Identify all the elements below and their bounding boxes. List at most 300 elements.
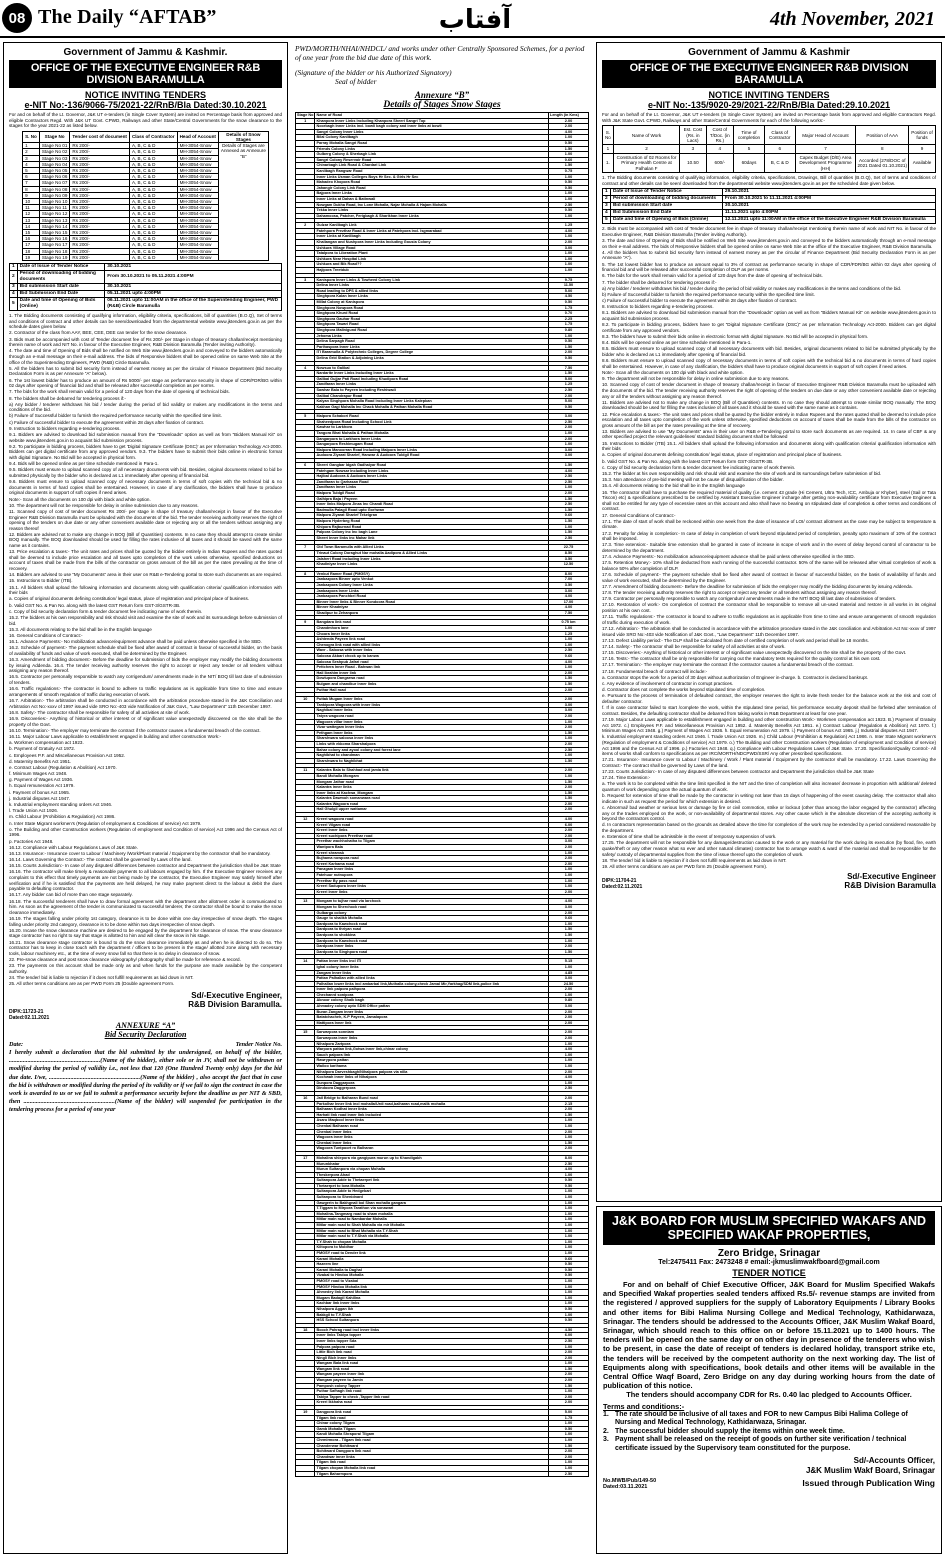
tender-notice-heading: TENDER NOTICE [732, 1268, 806, 1278]
clauses [602, 226, 936, 869]
road-name: Mugam Badagil Kahilina [315, 1295, 549, 1301]
signature-line: Sd/-Executive Engineer [847, 871, 936, 881]
table-cell: MH-3054-Snow [177, 242, 218, 248]
road-length: 1.00 [549, 1432, 589, 1438]
road-name: Zandfaran Inner Links [315, 485, 549, 491]
road-length: 2.15 [549, 1101, 589, 1107]
table-cell: MH-3054-Snow [177, 149, 218, 155]
clause: j. Industrial disputes Act 1947. [9, 795, 71, 801]
clause: 16.15. Courts Jurisdiction:- In case of any disputes/ differences between contractor and Department the jurisdiction shall be J&K State [9, 863, 281, 869]
road-length: 24.50 [549, 981, 589, 987]
road-name: Pettchera Inner Road - Bahwan link [315, 665, 549, 671]
road-name: Vizabal to Hindoo Mohalla [315, 1273, 549, 1279]
road-length: 7.50 [549, 365, 589, 371]
road-length: 0.50 [549, 1318, 589, 1324]
clause: 15. Instructions to Bidder (ITB) 15.1. All bidders shall upload the following information and documents along with qualification criteria/ qualification information with their bids [602, 440, 936, 452]
clause: 16.17. Any bidder can bid of more than one stage separately. [9, 892, 133, 898]
government-heading: Government of Jammu & Kashmir. [63, 47, 228, 58]
road-name: Ushkura Village Road [315, 245, 549, 251]
clause: p. Factories Act 1948. [9, 838, 54, 844]
road-length: 4.00 [549, 129, 589, 135]
road-length: 2.50 [549, 1086, 589, 1092]
road-name: Khanpora Inner Links Including Khanpora Sheeri Sangri Top [315, 118, 549, 124]
road-name: Little Bich link road [315, 1350, 549, 1356]
clause: 16.19. The stages falling under priority 1st category, clearance is to be done within one day irrespective of snow depth. The stages falling under priority 2nd category, clearance is to be done within two days irrespective of snow depth. [9, 916, 282, 927]
road-length: 2.00 [549, 861, 589, 867]
road-name: Delina Sarpagh Road [315, 339, 549, 345]
clause: 16.21. Snow clearance stage contractor is bound to do the snow clearance immediately as and when he is directed to do so. The contractor has to keep in close touch with the department / officers to be present in the stage/ allotted zone along with necessary tools, labour machinery etc., at the time of every snow fall so that there is no delay in clearance of snow. [9, 939, 282, 956]
table-cell: 600/- [706, 153, 734, 172]
road-length: 2.00 [549, 697, 589, 703]
table-cell: A, B, C & D [129, 149, 177, 155]
road-length: 1.50 [549, 949, 589, 955]
road-name: Naghibai inner links [315, 708, 549, 714]
road-length: 1.50 [549, 790, 589, 796]
road-name: Kalyan Singhpora Mohalla Road Including Inner Links Kalepkan [315, 399, 549, 405]
table-cell: Rs 200/- [70, 217, 130, 223]
road-name: Mahadeo Khopora Road [315, 180, 549, 186]
table-cell: Stage No 06 [39, 174, 70, 180]
road-name: Janbazpora Binner upto Venkut [315, 577, 549, 583]
clause: 15. Instructions to Bidder (ITB). [9, 578, 73, 584]
table-cell: Rs 200/- [70, 168, 130, 174]
road-length: 12.50 [549, 562, 589, 568]
road-name: Chinarbagh Link Road & Chardari Link [315, 163, 549, 169]
road-name: Sharshwara saloosa inner links [315, 736, 549, 742]
road-name: Panzgam Inner links [315, 867, 549, 873]
road-length: 1.50 [549, 371, 589, 377]
road-length: 2.00 [549, 1372, 589, 1378]
road-name: Dardpora to Kawchock road [315, 938, 549, 944]
table-cell: MH-3054-Snow [177, 223, 218, 229]
road-name: Inner Links at Dahan & Batinwali [315, 196, 549, 202]
road-name: Malpora Hyderbeg Road [315, 518, 549, 524]
road-name: Ushkura Near Hospital Link [315, 256, 549, 262]
road-name: Fatehpora Prezthar Road & Inner Links at Fatehpora incl. Isgmarabad [315, 228, 549, 234]
clause: 15.2. The bidders at his own responsibility and risk should visit and examine the site of work and its surroundings before submission of bid. [9, 614, 282, 626]
road-name: Zangam Inner links [315, 970, 549, 976]
road-length: 2.00 [549, 1015, 589, 1021]
road-length: 1.00 [549, 1058, 589, 1064]
road-name: Inner Links Usman Colleges Boys Hr Sec. & Girls Hr Sec [315, 174, 549, 180]
road-length: 6.00 [549, 822, 589, 828]
road-name: Kreeri Inner links [315, 828, 549, 834]
declaration-tender-label: Tender Notice No. [235, 1040, 282, 1048]
road-length: 1.00 [549, 1206, 589, 1212]
road-name: Sauch palpora link [315, 1052, 549, 1058]
road-length: 1.50 [549, 463, 589, 469]
column-header: Est. Cost (Rs. in Lacs) [680, 126, 706, 145]
annexure-b-title: Annexure “B” [414, 90, 470, 100]
wakf-board-title: J&K BOARD FOR MUSLIM SPECIFIED WAKAFS AND SPECIFIED WAKAF PROPERTIES, [603, 1211, 935, 1245]
clause: 8. The bidders shall be debarred for tendering process if:- [9, 395, 126, 401]
road-name: Kawhar to Larkhora [315, 425, 549, 431]
road-name: Bilal Colony Kanlibagh [315, 135, 549, 141]
table-cell: 9 [23, 192, 40, 198]
signature-line: J&K Muslim Wakf Board, Srinagar [805, 1465, 935, 1475]
road-name: Kakhan Gagi Mohalla Inc Chack Mohalla & Pathan Mohalla Road [315, 404, 549, 410]
clause: 13. Price escalation & taxes:- The unit rates and prices shall be quoted by the bidder entirely in Indian Rupees and the rates quoted shall be deemed to include price escalation and all taxes upto completion of the work unless otherwise, specified deductions on account of taxes shall be made from the bills of the contractor on gross amount of the bill as per the rates prevailing at the time of recovery. [9, 549, 282, 572]
table-cell: 17 [23, 242, 40, 248]
road-name: Chinar colony Tilgam [315, 1421, 549, 1427]
schedule-cell: 2 [603, 196, 611, 203]
table-cell: A, B, C & D [129, 143, 177, 149]
road-length: 1.00 [549, 867, 589, 873]
road-length: 1.50 [549, 518, 589, 524]
clause: 17.19. Major Labour Laws applicable to establishment engaged in building and other construction Work:- Workmen compensation act 1923. B.) Payment of Gratuity Act 1972. c.) Employees P.F. and Miscellaneous Provision Act 1952. d. Maternity Benefits Act 1951. e.) Contract Labour (Regulation & Abolition) Act 1970. f.) Minimum Wages Act 1948. g.) Payment of Wages Act 1936. h. Equal remuneration Act 1979. i.) Payment of bonus Act 1965. j.) Industrial disputes Act 1947. [602, 716, 936, 734]
road-length: 1.00 [549, 1052, 589, 1058]
schedule-row [603, 196, 936, 203]
table-cell: Rs 200/- [70, 149, 130, 155]
signature-line: Sd/-Accounts Officer, [853, 1455, 935, 1465]
table-cell: 8 [23, 186, 40, 192]
clause: 17.13. Defect Liability period:- The DLP shall be Calculated from date of certified completion of work and period shall be 18 months. [602, 637, 869, 643]
road-length: 1.00 [549, 1278, 589, 1284]
road-name: Malpora Tuldgil Road [315, 491, 549, 497]
road-name: Vizar wattegam inner links [315, 725, 549, 731]
schedule-table [602, 188, 936, 224]
road-name: Dangpora link road [315, 1410, 549, 1416]
road-name: Gulberg Colony & Sherbagh Link [315, 152, 549, 158]
road-length: 0.60 [549, 513, 589, 519]
road-name: Ningli Bich Inner links [315, 1355, 549, 1361]
road-name: Dunpora Daggarpora [315, 1080, 549, 1086]
road-name: Sheeri Inner links inc Mahar link [315, 535, 549, 541]
road-name: Galibal Chandrapur Road [315, 393, 549, 399]
road-name: Kalantra Bala to Shahhad and jamia link [315, 768, 549, 774]
table-cell: Rs 200/- [70, 205, 130, 211]
table-cell: B, C & D [764, 153, 795, 172]
table-cell: 2 [23, 149, 40, 155]
road-length: 0.60 [549, 916, 589, 922]
road-name: Wagoora inner links [315, 1135, 549, 1141]
annexure-a-title: ANNEXURE “A” [115, 1020, 176, 1030]
schedule-cell: Period of downloading of bidding documents [610, 196, 722, 203]
road-length: 2.00 [549, 856, 589, 862]
signature-line: R&B Division Baramulla. [188, 999, 282, 1009]
clause: c) Failure of successful bidder to execute the agreement within 28 days after fixation of contract. [9, 419, 205, 425]
road-name: Dahamoosa, Patcher, Ferigbagh & Sharikhan Inner Links [315, 213, 549, 219]
road-length: 1.00 [549, 1301, 589, 1307]
road-name: Tabiya Tapper to check ,Tapper link road [315, 1394, 549, 1400]
column-index: 2 [613, 145, 679, 153]
road-name: Chenbal inner links [315, 1129, 549, 1135]
road-name: Kreeri suchipora Preethar road [315, 833, 549, 839]
annexure-b-column [291, 42, 593, 1554]
road-name: Jahangir Colony Link Road [315, 185, 549, 191]
road-length: 2.00 [549, 1146, 589, 1152]
road-name: Asaru Maqbool inner links [315, 1118, 549, 1124]
table-cell: Stage No 04 [39, 161, 70, 167]
road-name: Jalsheri Road including Inner Links [315, 556, 549, 562]
road-name: Kalantra Wagoora road [315, 801, 549, 807]
road-length: 0.75 [549, 168, 589, 174]
road-name: Chrmirmora - Tilgam link road [315, 1438, 549, 1444]
clause: c. Employees P.F. and Miscellaneous Provision Act 1952. [9, 752, 126, 758]
road-length: 1.00 [549, 736, 589, 742]
clause: 8.2. To participate in bidding process, bidders have to get “Digital Signature Certificate (DSC)” as per Information Technology Act-2000. Bidders can get digital certificate from any approved vendors. [602, 322, 936, 333]
road-length: 2.00 [549, 1107, 589, 1113]
road-name: Wangam link road [315, 1366, 549, 1372]
clause: 9. The department will not be responsible for delay in online submission due to any reasons. [602, 376, 790, 382]
road-name: Dardpora to shokkina [315, 932, 549, 938]
table-cell: Rs 200/- [70, 180, 130, 186]
signature-block [844, 872, 936, 890]
masthead [0, 0, 945, 38]
table-cell: A, B, C & D [129, 205, 177, 211]
schedule-cell: 06.11.2021 upto 11:00AM in the office of the Superintending Engineer, PWD (R&B) Circle Baramulla [105, 298, 282, 311]
road-length: 4.50 [549, 294, 589, 300]
road-name: Preethar wachhohatha to Tilgam [315, 839, 549, 845]
road-length: 0.50 [549, 300, 589, 306]
table-cell: A, B, C & D [129, 186, 177, 192]
clause: 17.6. Schedule of payment:- The payment schedule shall be fixed after award of contract in favour of successful bidder, on the basis of availability of funds and value of work executed, shall be determined by the Engineer. [602, 572, 936, 583]
road-length: 5.00 [549, 1410, 589, 1416]
road-length: 0.50 [549, 140, 589, 146]
clause: k. Industrial employment standing orders Act 1946. [9, 802, 113, 808]
road-length: 1.00 [549, 921, 589, 927]
clause: e. Extension of time shall be admissible in the event of temporary suspension of work. [602, 834, 777, 840]
road-length: 2.00 [549, 1350, 589, 1356]
clause: 17.15. Discoveries:- Anything of historical or other interest or of significant value unexpectedly discovered on the site shall be the property of the Govt. [602, 650, 907, 656]
table-cell: 15 [23, 230, 40, 236]
column-header: Major Head of Account [795, 126, 856, 145]
road-length: 1.00 [549, 213, 589, 219]
table-cell: 5 [23, 168, 40, 174]
road-length: 4.00 [549, 817, 589, 823]
stage-number: 4 [296, 365, 315, 371]
table-cell: Rs 200/- [70, 230, 130, 236]
road-name: Naghibhat to chandman [315, 753, 549, 759]
road-length: 0.50 [549, 1267, 589, 1273]
schedule-cell: Bid Submission End Date [17, 291, 105, 298]
table-cell: MH-3054-Snow [177, 168, 218, 174]
road-length: 2.50 [549, 535, 589, 541]
road-length: 1.50 [549, 779, 589, 785]
stage-number: 5 [296, 414, 315, 420]
table-cell: Accorded (278/DOC of 2021 Dated 01.10.2021) [856, 153, 909, 172]
stage-number: 8 [296, 571, 315, 577]
road-name: Dardpora Inner links [315, 944, 549, 950]
road-length: 0.50 [549, 1178, 589, 1184]
terms-list [603, 1411, 935, 1454]
terms-heading: Terms and conditions:- [603, 1401, 685, 1411]
road-length: 2.00 [549, 807, 589, 813]
clause: h. Equal remuneration Act 1979. [9, 783, 75, 789]
road-length: 1.50 [549, 1140, 589, 1146]
road-length: 2.50 [549, 479, 589, 485]
road-name: T.Tiggam to Mirpora Tarathon via sonawari [315, 1206, 549, 1212]
road-length: 1.00 [549, 431, 589, 437]
road-length: 4.85 [549, 970, 589, 976]
clause: 9. Instruction to bidders regarding e-tendering process. [9, 425, 121, 431]
schedule-row [10, 271, 282, 284]
schedule-row [603, 189, 936, 196]
schedule-cell: 1 [603, 189, 611, 196]
road-name: Binner Inner links & Binner Kondoora Road [315, 599, 549, 605]
road-name: Nihalpora Zartpora [315, 1041, 549, 1047]
clause: 16.20. Incase the snow clearance machine are desired to be engaged by the department for clearance of snow. The snow clearance stage contractor has no right to say that stage is allotted to him and will clear the snow in his stage. [9, 927, 282, 939]
column-header: Stage No [297, 113, 314, 117]
road-length: 2.00 [549, 910, 589, 916]
schedule-cell: 11.11.2021 upto 4:00PM [722, 210, 935, 217]
road-length: 1.00 [549, 485, 589, 491]
road-length: 1.00 [549, 873, 589, 879]
table-cell: MH-3054-Snow [177, 254, 218, 260]
road-name: Janbazpora Inner Links [315, 588, 549, 594]
road-name: Kreeri Karhama road [315, 861, 549, 867]
road-length: 1.00 [549, 524, 589, 530]
clause: 10. Scanned copy of cost of tender document in shape of treasury challan/receipt in favour of Executive Engineer R&B Division Baramulla must be uploaded with the documents of the bid. The tender receiving authority reserves the right of opening of the tenders on due date or any other convenient available date or rejecting any or all the tenders without assigning any reason thereof. [602, 382, 936, 399]
stage-number: 15 [296, 1030, 315, 1036]
road-length: 2.00 [549, 713, 589, 719]
road-name: Ahmedey link Karani Mohalla [315, 1290, 549, 1296]
clause: 17.25. The department will not be responsible for any damage/destruction caused to the work or any material for the work during its execution (by flood, fire, earth quake/theft or any other reason what so ever and other natural climates) contractor has to arrange watch & ward of the material and shall be responsible for the safety/ custody of departmental supplies from the time of issue thereof upto the completion of work. [602, 840, 936, 857]
clause: 17.4. Advance Payments:- No mobilization advance/equipment advance shall be paid unless otherwise specified in the SBD. [602, 554, 855, 560]
table-cell: 60days [734, 153, 765, 172]
stage-number: 9 [296, 620, 315, 626]
clause: 8.6. Bidders must ensure to upload scanned copy of necessary documents in terms of soft copies with the technical bid & no documents in terms of hard copies shall be entertained. However, in case of any clarification, the bidders shall have to produce original documents in support of soft copies if need arises. [602, 358, 936, 369]
road-length: 2.50 [549, 1338, 589, 1344]
clause: m. Child Labour (Prohibition & Regulation) Act 1986. [9, 814, 116, 820]
road-length: 4.00 [549, 605, 589, 611]
clause: 17. General Conditions of Contract:- [602, 512, 676, 518]
road-name: Mongam to Sherchock road [315, 904, 549, 910]
road-name: Zandfaran Inner Links [315, 382, 549, 388]
clause: 16.13. Insurance:- Insurance cover to Labour / Machinery /Work/Plant material / Equipment by the contractor shall be mandatory. [9, 850, 271, 856]
road-length: 2.00 [549, 1394, 589, 1400]
table-cell: 12 [23, 211, 40, 217]
road-length: 2.50 [549, 747, 589, 753]
road-name: Khaliangan and Nushpora Inner Links Including Gousia Colony [315, 240, 549, 246]
clause: 17.10. Restoration of work:- On completion of contract the contractor shall be responsible to remove all un-used material and restore in all works in its original position at his own cost. [602, 602, 936, 613]
clause: 16.6. Traffic regulations:- The contractor is bound to adhere to traffic regulations as is applicable from time to time and ensure arrangements of smooth regulation of traffic during execution of work. [9, 686, 282, 697]
table-cell: Stage No 05 [39, 168, 70, 174]
road-name: Kreeri Ikkhaha road [315, 1400, 549, 1406]
road-length: 2.50 [549, 419, 589, 425]
right-tender-notice [596, 42, 942, 1202]
table-cell: Stage No 17 [39, 242, 70, 248]
clause: 17.17. Termination:- The employer may terminate the contract if the contractor causes a fundamental breach of the contract. [602, 662, 854, 668]
road-length: 2.50 [549, 474, 589, 480]
clause: 1. The Bidding documents consisting of qualifying information, eligibility criteria, specifications, bill of quantities (B.O.Q), Set of terms and conditions of contract and other details can be seen/downloaded from the departmental website www.jktenders.gov.in as per the schedule dates given below. [9, 313, 282, 330]
road-length: 2.50 [549, 202, 589, 208]
government-heading: Government of Jammu & Kashmir [688, 47, 850, 58]
road-name: Inner links at Kachwa_Mongam [315, 790, 549, 796]
clause: b. Payment of Gratuity Act 1972. [9, 746, 76, 752]
newspaper-logo [430, 2, 520, 34]
road-length: 2.00 [549, 1036, 589, 1042]
signature-line: R&B Division Baramulla [844, 880, 936, 890]
road-name: Inner links Tabiya topper [315, 1333, 549, 1339]
road-length: 1.00 [549, 135, 589, 141]
schedule-cell: Period of downloading of bidding documents [17, 271, 105, 284]
schedule-cell: Date and time of Opening of Bids (Online) [610, 217, 722, 224]
road-length: 0.70 [549, 311, 589, 317]
road-length: 3.00 [549, 453, 589, 459]
clause: d. Maternity Benefits Act 1951. [9, 758, 72, 764]
clause: 17.12. Arbitration:- The arbitration shall be conducted in accordance with the arbitration procedure stated in the J&K conciliation and Arbitration Act No:-xxxv of 1997 issued vide SRO No:-403 vide Notification of J&K Govt., “Law Department” 11th December 1997. [602, 625, 936, 637]
schedule-cell: 3 [10, 284, 18, 291]
schedule-cell: Bid Submission End Date [610, 210, 722, 217]
road-length: 1.50 [549, 1112, 589, 1118]
stage-table [22, 131, 269, 261]
road-name: Pamposh colony Tapper [315, 1383, 549, 1389]
clause: c. Any evidence of involvement of contractor in corrupt practices. [602, 681, 734, 687]
dated: Dated:02.11.2021 [602, 883, 643, 890]
road-name: Rawrypora pattan [315, 1058, 549, 1064]
column-header: Name of Road [315, 113, 549, 119]
table-cell: Rs 200/- [70, 155, 130, 161]
clause: 4. The date and time of Opening of Bids shall be notified on Web Site www.jktenders.gov.in and conveyed to the bidders automatically through an e-mail message on their e-mail address. The bids of Responsive bidders shall be opened online on same Web Site at the office of the Superintending Engineers, PWD (R&B) Circle Baramulla. [9, 348, 282, 365]
road-length: 1.00 [549, 1217, 589, 1223]
road-length: 7.50 [549, 610, 589, 616]
dipk-number: DIPK:11704-21 [602, 877, 637, 884]
road-length: 2.00 [549, 801, 589, 807]
clause: 9.6. Bidders must ensure to upload scanned copy of necessary documents in terms of soft copies with the technical bid & no documents in terms of hard copies shall be entertained. However, in case of any clarification, the bidders shall have to produce original documents in support of soft copies if need arises. [9, 479, 282, 496]
schedule-cell: From 30.10.2021 to 11.11.2021 4:00PM [722, 196, 935, 203]
clause: 17.1. The date of start of work shall be reckoned within one week from the date of issuance of LOI/ contract allotment as the case may be subject to temperature & climate. [602, 518, 936, 530]
road-length: 1.00 [549, 1064, 589, 1070]
road-length: 1.00 [549, 268, 589, 274]
road-length: 5.00 [549, 288, 589, 294]
table-cell: A, B, C & D [129, 254, 177, 260]
road-length: 0.50 [549, 1273, 589, 1279]
road-length: 1.00 [549, 1123, 589, 1129]
declaration-date-label: Date: [9, 1040, 24, 1048]
table-cell: Rs 200/- [70, 254, 130, 260]
column-header: Cost of T/Doc. (in Rs.) [706, 126, 734, 145]
road-length: 1.00 [549, 637, 589, 643]
table-cell: MH-3054-Snow [177, 199, 218, 205]
table-cell: MH-3054-Snow [177, 211, 218, 217]
road-length: 1.00 [549, 753, 589, 759]
road-name: Mongam Jathar road [315, 779, 549, 785]
schedule-cell: 4 [603, 210, 611, 217]
road-length: 2.00 [549, 436, 589, 442]
road-name: Nowsuo to Galibal [315, 365, 549, 371]
road-name: Saloosa Akbari chock up to kanwa [315, 654, 549, 660]
road-length: 1.50 [549, 530, 589, 536]
clause: 16.16. The contractor will make timely & reasonable payments to all labours engaged by him. If the Executive Engineer receives any complaint to this effect that timely payments are not being made by the contractor, the Executive Engineer may satisfy himself after verification and if he is satisfied that the payments are held delayed, he may make payment direct to the labour & debit the dues payable to defaulting contractor. [9, 869, 282, 892]
road-length: 3.00 [549, 976, 589, 982]
road-name: Delina Inner Links [315, 283, 549, 289]
road-length: 0.60 [549, 157, 589, 163]
road-name: Mitlar main road to Bhat Mohalla via T.Y.Shah [315, 1228, 549, 1234]
road-name: Palhallan lower links incl ambarbal link,Muthalla colony,check Jamal Mir,Yarkhag/SDM link,police link [315, 981, 549, 987]
road-name: Sultanpora to Shenidnard [315, 1195, 549, 1201]
road-name: Chandwar inner links [315, 1454, 549, 1460]
road-name: Mongam to tujhar road via larchock [315, 899, 549, 905]
road-length: 1.00 [549, 152, 589, 158]
road-name: Hajipora Treetdub [315, 268, 549, 274]
road-length: 1.00 [549, 256, 589, 262]
clause: 14. Bidders are advised to use “My Documents” area in their user on R&B e-Tendering portal to store such documents as are required. [9, 572, 282, 578]
road-length: 0.50 [549, 1426, 589, 1432]
road-length: 1.25 [549, 382, 589, 388]
table-cell: Construction of 02 Rooms for Primary Health Centre at Palhalan F [613, 153, 679, 172]
clauses [9, 313, 282, 987]
road-length: 1.00 [549, 1234, 589, 1240]
term-item [603, 1436, 935, 1453]
clause: 17.23. Courts Jurisdiction:- In case of any disputes/ differences between contractor and Department the jurisdiction shall be J&K State [602, 769, 874, 775]
clause: 18. The tender/ bid is liable to rejection if it does not fulfill requirements as laid down in NIT. [602, 857, 787, 863]
table-cell: A, B, C & D [129, 199, 177, 205]
clause: 24. The tender/ bid is liable to rejection if it does not fulfill requirements as laid down in NIT. [9, 974, 194, 980]
road-length: 1.75 [549, 1415, 589, 1421]
road-length: 1.00 [549, 262, 589, 268]
clause: 5. The 1st lowest bidder has to produce an amount equal to 3% of contract as performance security in shape of CDR/FDR/BG within 02 days after opening of financial bid and will be released after successful completion of DLP as per norms. [602, 261, 936, 273]
